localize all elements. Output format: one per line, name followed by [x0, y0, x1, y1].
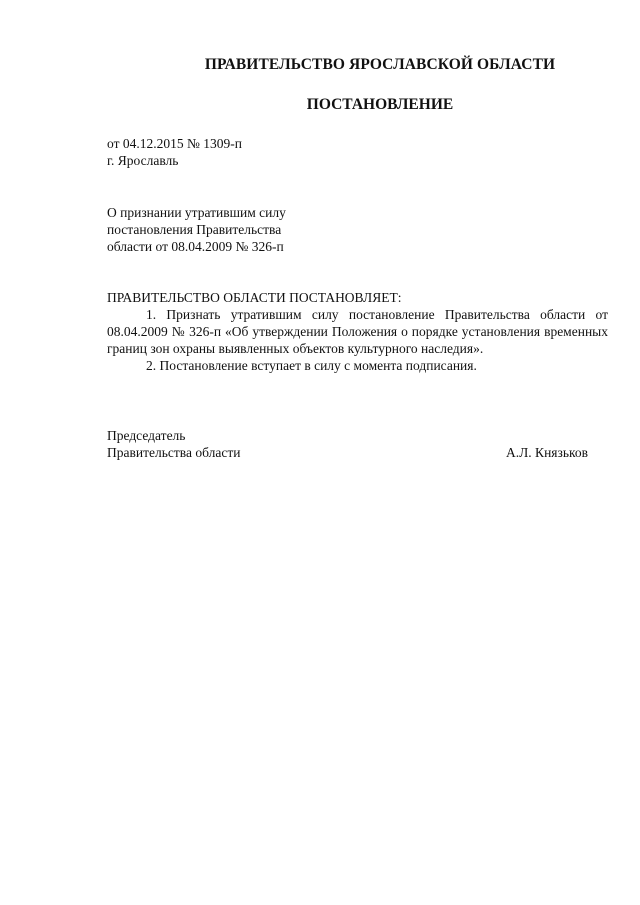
- subject-line: О признании утратившим силу: [107, 205, 286, 220]
- signatory-name: А.Л. Князьков: [506, 445, 588, 460]
- signatory-title-continued: Правительства области: [107, 445, 241, 460]
- issuing-authority: ПРАВИТЕЛЬСТВО ЯРОСЛАВСКОЙ ОБЛАСТИ: [204, 56, 556, 73]
- paragraph-2: 2. Постановление вступает в силу с момента подписания.: [146, 358, 477, 373]
- signatory-title: Председатель: [107, 428, 186, 443]
- city: г. Ярославль: [107, 153, 179, 168]
- preamble: ПРАВИТЕЛЬСТВО ОБЛАСТИ ПОСТАНОВЛЯЕТ:: [107, 290, 402, 305]
- paragraph-1-first-line: 1. Признать утратившим силу постановление Правительства области от: [146, 307, 608, 322]
- resolution-body: [107, 306, 608, 374]
- date-and-number: от 04.12.2015 № 1309-п: [107, 136, 242, 151]
- subject-line: области от 08.04.2009 № 326-п: [107, 239, 284, 254]
- signature-row: [107, 444, 588, 461]
- paragraph-1-continuation: 08.04.2009 № 326-п «Об утверждении Положения о порядке установления временных границ зон охраны выявленных объектов культурного наследия».: [107, 324, 608, 356]
- document-type-title: ПОСТАНОВЛЕНИЕ: [306, 96, 454, 113]
- subject-line: постановления Правительства: [107, 222, 282, 237]
